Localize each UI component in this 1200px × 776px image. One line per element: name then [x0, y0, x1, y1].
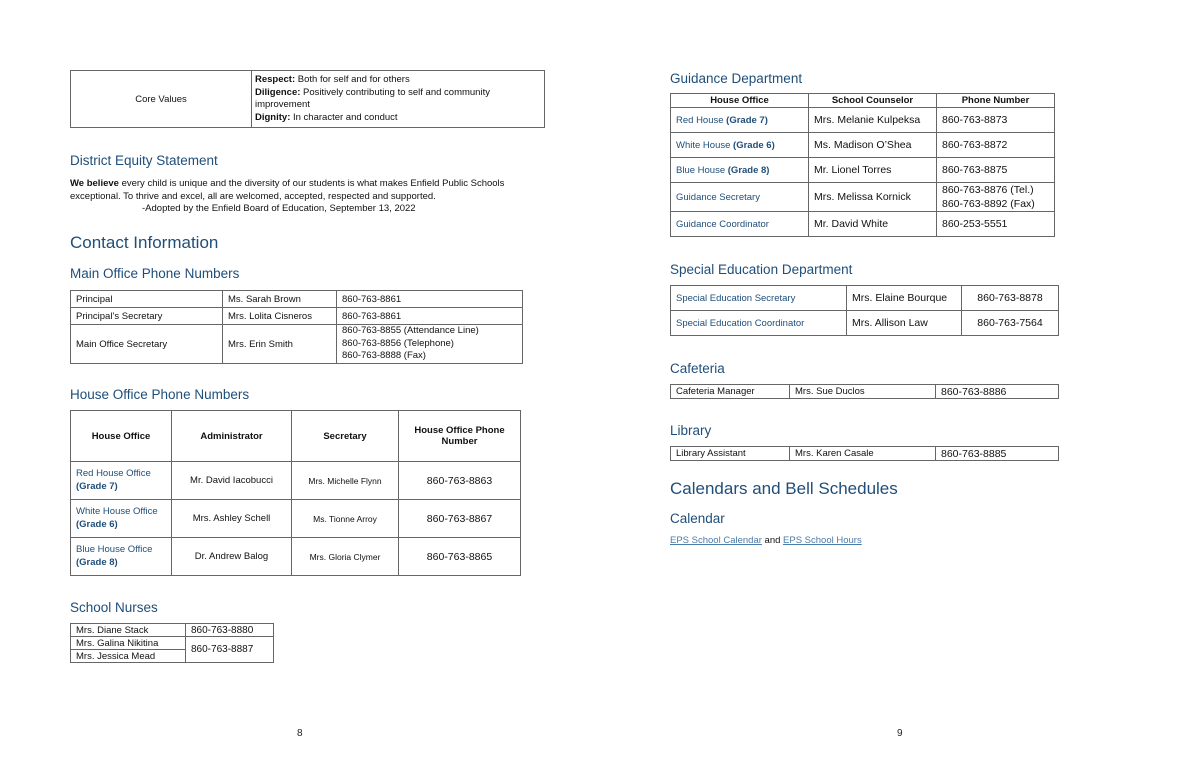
phone-cell: 860-763-8875 [937, 158, 1055, 183]
admin-cell: Mrs. Ashley Schell [172, 500, 292, 538]
phone-cell: 860-763-8867 [399, 500, 521, 538]
calendar-heading: Calendar [670, 511, 725, 526]
main-office-heading: Main Office Phone Numbers [70, 266, 240, 281]
house-name: White House Office [76, 506, 158, 517]
phone-cell [937, 183, 1055, 212]
office-grade: (Grade 7) [726, 114, 768, 126]
equity-paragraph [70, 177, 540, 203]
phone-cell: 860-763-8885 [936, 447, 1059, 461]
core-value-term: Diligence: [255, 86, 301, 98]
phone-cell [337, 325, 523, 364]
phone-cell: 860-763-8861 [337, 308, 523, 325]
table-row [671, 212, 1055, 237]
column-header: Phone Number [937, 94, 1055, 108]
core-values-table [70, 70, 545, 128]
house-office-table [70, 410, 521, 576]
role-label: Special Education Coordinator [676, 317, 805, 329]
table-row [71, 308, 523, 325]
office-name: White House [676, 139, 731, 151]
office-cell [671, 158, 809, 183]
column-header: House Office [671, 94, 809, 108]
main-office-table [70, 290, 523, 364]
column-header: House Office [71, 411, 172, 462]
phone-cell: 860-763-8861 [337, 291, 523, 308]
contact-heading: Contact Information [70, 233, 219, 252]
phone-line: 860-763-8855 (Attendance Line) [342, 325, 479, 337]
counselor-cell: Mrs. Melanie Kulpeksa [809, 108, 937, 133]
phone-line: 860-763-8876 (Tel.) [942, 184, 1034, 196]
role-cell: Library Assistant [671, 447, 790, 461]
secretary-cell: Mrs. Gloria Clymer [292, 538, 399, 576]
phone-cell: 860-763-8873 [937, 108, 1055, 133]
core-value-text: In character and conduct [293, 111, 398, 123]
house-cell [71, 500, 172, 538]
cafeteria-table [670, 384, 1059, 399]
role-cell: Cafeteria Manager [671, 385, 790, 399]
office-name: Guidance Secretary [676, 191, 760, 203]
nurses-heading: School Nurses [70, 600, 158, 615]
office-name: Blue House [676, 164, 726, 176]
table-row [71, 500, 521, 538]
equity-adopted: -Adopted by the Enfield Board of Education, September 13, 2022 [142, 203, 416, 214]
secretary-cell: Ms. Tionne Arroy [292, 500, 399, 538]
column-header: School Counselor [809, 94, 937, 108]
office-grade: (Grade 8) [727, 164, 770, 176]
core-value-text: Both for self and for others [297, 74, 410, 85]
column-header: Secretary [292, 411, 399, 462]
special-ed-table [670, 285, 1059, 336]
cafeteria-heading: Cafeteria [670, 361, 725, 376]
table-header-row [71, 411, 521, 462]
name-cell: Mrs. Elaine Bourque [847, 286, 962, 311]
library-heading: Library [670, 423, 712, 438]
admin-cell: Mr. David Iacobucci [172, 462, 292, 500]
table-row [671, 385, 1059, 399]
phone-cell: 860-763-8872 [937, 133, 1055, 158]
school-hours-link[interactable]: EPS School Hours [783, 535, 862, 546]
phone-cell: 860-763-8887 [186, 637, 274, 663]
column-header: House Office Phone Number [399, 411, 521, 462]
name-cell: Mrs. Allison Law [847, 311, 962, 336]
house-cell [71, 538, 172, 576]
equity-body: every child is unique and the diversity of our students is what makes Enfield Public Schools exceptional. To thrive and excel, all are welcomed, accepted, respected and supported. [70, 178, 505, 202]
house-name: Blue House Office [76, 544, 153, 555]
table-row [671, 158, 1055, 183]
office-cell [671, 183, 809, 212]
nurse-name: Mrs. Jessica Mead [71, 650, 186, 663]
guidance-heading: Guidance Department [670, 71, 803, 86]
name-cell: Ms. Sarah Brown [223, 291, 337, 308]
office-cell [671, 133, 809, 158]
office-name: Red House [676, 114, 724, 126]
house-grade: (Grade 7) [76, 480, 118, 492]
phone-cell: 860-763-8878 [962, 286, 1059, 311]
counselor-cell: Mr. Lionel Torres [809, 158, 937, 183]
core-value-term: Dignity: [255, 111, 291, 123]
role-cell [671, 311, 847, 336]
table-row [671, 133, 1055, 158]
table-header-row [671, 94, 1055, 108]
role-label: Special Education Secretary [676, 292, 796, 304]
table-row [71, 538, 521, 576]
table-row [71, 291, 523, 308]
calendar-links [670, 535, 862, 546]
table-row [671, 447, 1059, 461]
house-office-heading: House Office Phone Numbers [70, 387, 250, 402]
equity-heading: District Equity Statement [70, 153, 218, 168]
core-value-term: Respect: [255, 74, 296, 85]
office-cell [671, 212, 809, 237]
special-ed-heading: Special Education Department [670, 262, 853, 277]
core-values-label: Core Values [71, 71, 252, 128]
equity-lead: We believe [70, 178, 119, 189]
admin-cell: Dr. Andrew Balog [172, 538, 292, 576]
office-grade: (Grade 6) [733, 139, 775, 151]
table-row [71, 637, 274, 650]
page-number-right: 9 [897, 728, 903, 739]
nurse-name: Mrs. Diane Stack [71, 624, 186, 637]
phone-cell: 860-763-8880 [186, 624, 274, 637]
and-text: and [764, 535, 781, 546]
table-row [671, 286, 1059, 311]
house-grade: (Grade 6) [76, 518, 118, 530]
core-value-text: Positively contributing to self and community improvement [255, 86, 490, 110]
table-row [671, 183, 1055, 212]
core-values-list [252, 71, 545, 128]
counselor-cell: Mrs. Melissa Kornick [809, 183, 937, 212]
phone-line: 860-763-8892 (Fax) [942, 198, 1035, 210]
calendars-heading: Calendars and Bell Schedules [670, 479, 898, 498]
phone-cell: 860-763-8886 [936, 385, 1059, 399]
table-row [71, 325, 523, 364]
counselor-cell: Mr. David White [809, 212, 937, 237]
role-cell: Principal’s Secretary [71, 308, 223, 325]
phone-cell: 860-763-7564 [962, 311, 1059, 336]
column-header: Administrator [172, 411, 292, 462]
role-cell: Main Office Secretary [71, 325, 223, 364]
guidance-table [670, 93, 1055, 237]
house-name: Red House Office [76, 468, 151, 479]
table-row [71, 462, 521, 500]
counselor-cell: Ms. Madison O’Shea [809, 133, 937, 158]
page-number-left: 8 [297, 728, 303, 739]
phone-cell: 860-763-8863 [399, 462, 521, 500]
name-cell: Mrs. Erin Smith [223, 325, 337, 364]
name-cell: Mrs. Lolita Cisneros [223, 308, 337, 325]
table-row [71, 624, 274, 637]
school-calendar-link[interactable]: EPS School Calendar [670, 535, 762, 546]
phone-cell: 860-253-5551 [937, 212, 1055, 237]
phone-line: 860-763-8856 (Telephone) [342, 337, 454, 349]
phone-cell: 860-763-8865 [399, 538, 521, 576]
secretary-cell: Mrs. Michelle Flynn [292, 462, 399, 500]
name-cell: Mrs. Sue Duclos [790, 385, 936, 399]
office-cell [671, 108, 809, 133]
table-row [671, 311, 1059, 336]
role-cell [671, 286, 847, 311]
name-cell: Mrs. Karen Casale [790, 447, 936, 461]
phone-line: 860-763-8888 (Fax) [342, 350, 426, 362]
nurse-name: Mrs. Galina Nikitina [71, 637, 186, 650]
office-name: Guidance Coordinator [676, 218, 769, 230]
library-table [670, 446, 1059, 461]
house-cell [71, 462, 172, 500]
nurses-table [70, 623, 274, 663]
house-grade: (Grade 8) [76, 556, 118, 568]
table-row [671, 108, 1055, 133]
role-cell: Principal [71, 291, 223, 308]
